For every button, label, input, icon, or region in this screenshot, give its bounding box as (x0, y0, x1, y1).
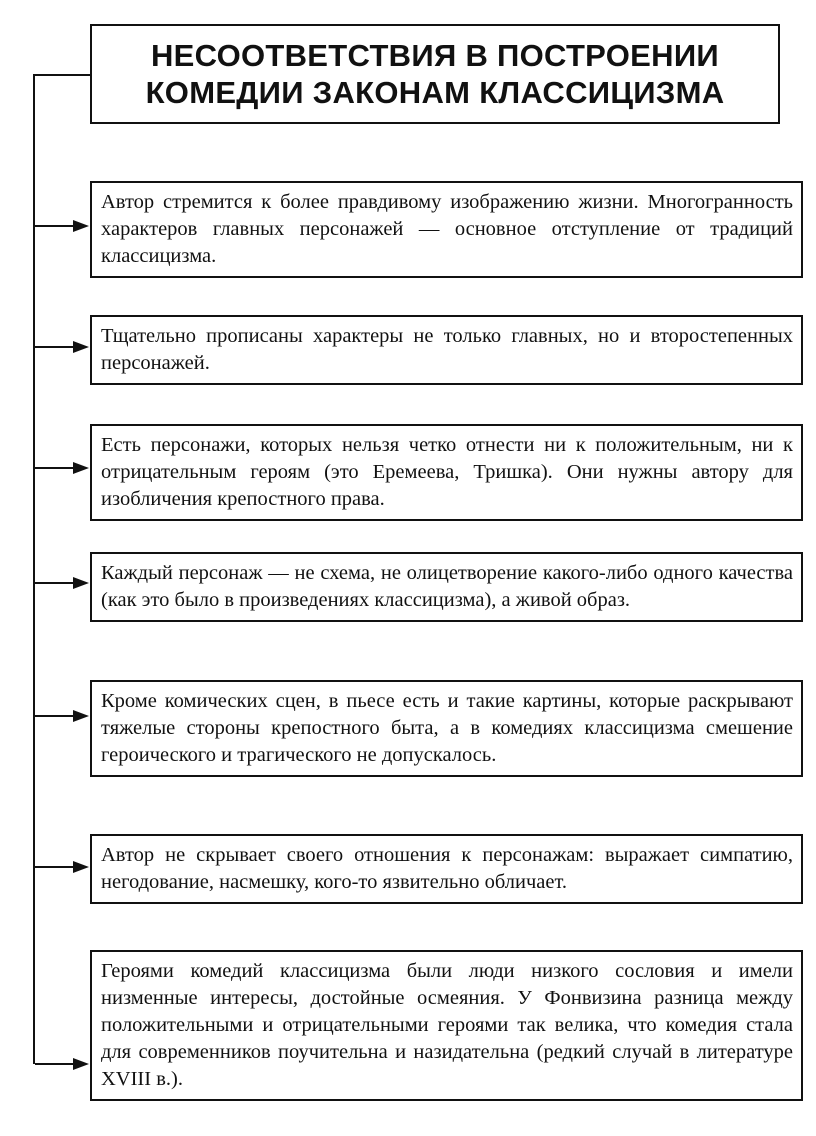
diagram-title: НЕСООТВЕТСТВИЯ В ПОСТРОЕНИИ КОМЕДИИ ЗАКОНАМ КЛАССИЦИЗМА (145, 37, 725, 110)
arrow-icon (35, 577, 89, 589)
item-text-5: Кроме комических сцен, в пьесе есть и такие картины, которые раскрывают тяжелые стороны крепостного быта, а в комедиях классицизма смешение героического и трагического не допускалось. (101, 690, 793, 766)
title-box (90, 24, 780, 124)
arrow-icon (35, 861, 89, 873)
item-box-2 (90, 315, 803, 385)
item-text-4: Каждый персонаж — не схема, не олицетворение какого-либо одного качества (как это было в произведениях классицизма), а живой образ. (101, 562, 793, 611)
item-box-7 (90, 950, 803, 1101)
item-text-6: Автор не скрывает своего отношения к персонажам: выражает симпатию, негодование, насмешку, кого-то язвительно обличает. (101, 844, 793, 893)
item-text-1: Автор стремится к более правдивому изображению жизни. Многогранность характеров главных персонажей — основное отступление от традиций классицизма. (101, 191, 793, 267)
arrow-icon (35, 710, 89, 722)
item-box-1 (90, 181, 803, 278)
arrow-icon (35, 341, 89, 353)
item-box-5 (90, 680, 803, 777)
arrow-icon (35, 220, 89, 232)
item-box-6 (90, 834, 803, 904)
item-text-7: Героями комедий классицизма были люди низкого сословия и имели низменные интересы, достойные осмеяния. У Фонвизина разница между положительными и отрицательными героями так велика, что комедия стала для современников поучительна и назидательна (редкий случай в литературе XVIII в.). (101, 960, 793, 1090)
item-box-3 (90, 424, 803, 521)
arrow-icon (35, 1058, 89, 1070)
item-text-3: Есть персонажи, которых нельзя четко отнести ни к положительным, ни к отрицательным героям (это Еремеева, Тришка). Они нужны автору для изобличения крепостного права. (101, 434, 793, 510)
arrow-icon (35, 462, 89, 474)
item-box-4 (90, 552, 803, 622)
item-text-2: Тщательно прописаны характеры не только главных, но и второстепенных персонажей. (101, 325, 793, 374)
title-connector-line (33, 74, 90, 76)
